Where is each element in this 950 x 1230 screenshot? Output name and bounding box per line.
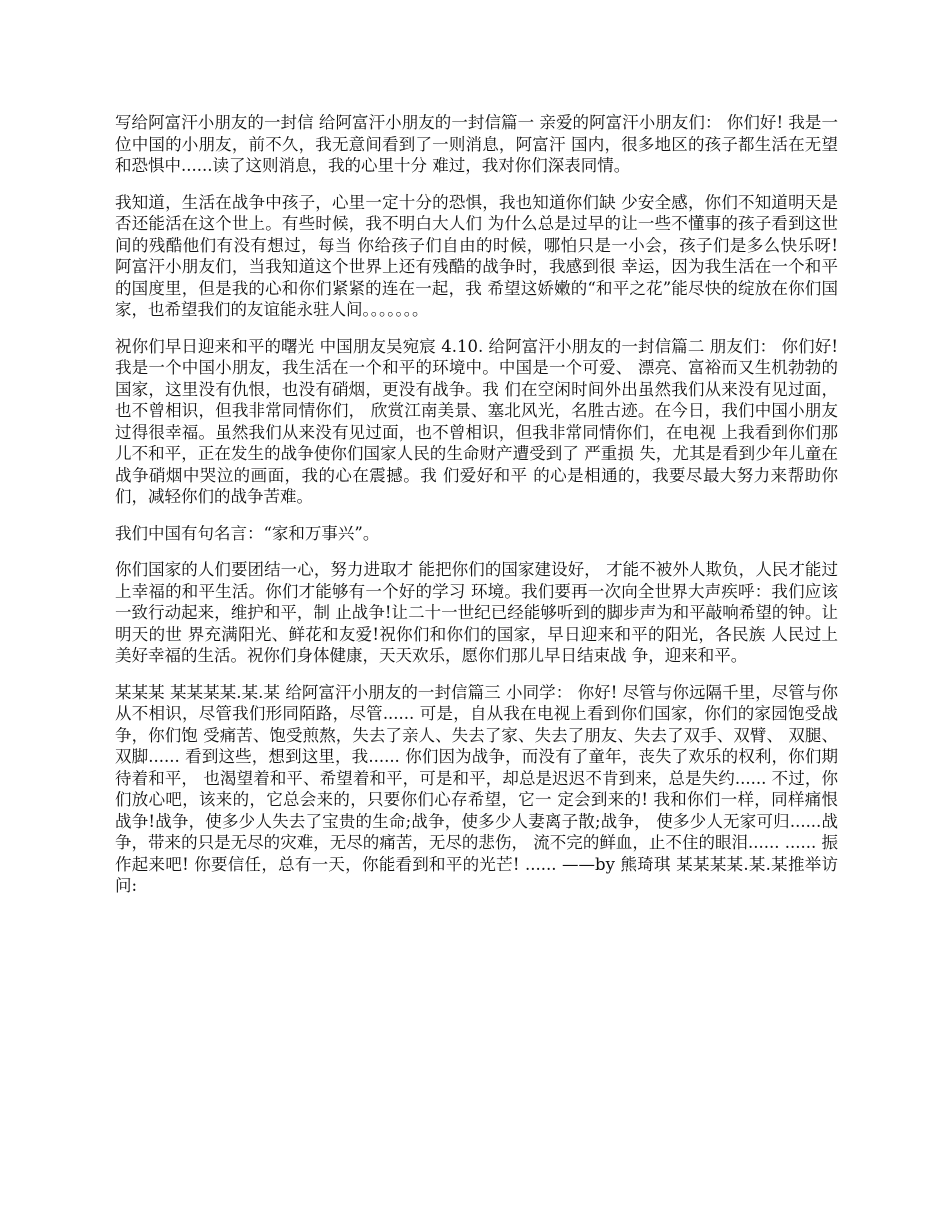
paragraph-4: 我们中国有句名言：“家和万事兴”。 xyxy=(115,523,380,543)
paragraph-5: 你们国家的人们要团结一心，努力进取才 能把你们的国家建设好， 才能不被外人欺负，人民才能过上幸福的和平生活。你们才能够有一个好的学习 环境。我们要再一次向全世界大声疾呼：我们应该一致行动起来，维护和平，制 止战争!让二十一世纪已经能够听到的脚步声为和平敲响希望的钟。让明天的世 界充满阳光、鲜花和友爱!祝你们和你们的国家，早日迎来和平的阳光，各民族 人民过上美好幸福的生活。祝你们身体健康，天天欢乐，愿你们那儿早日结束战 争，迎来和平。 xyxy=(115,560,838,665)
paragraph-2: 我知道，生活在战争中孩子，心里一定十分的恐惧，我也知道你们缺 少安全感，你们不知道明天是否还能活在这个世上。有些时候，我不明白大人们 为什么总是过早的让一些不懂事的孩子看到这世间的残酷他们有没有想过，每当 你给孩子们自由的时候，哪怕只是一小会，孩子们是多么快乐呀! 阿富汗小朋友们，当我知道这个世界上还有残酷的战争时，我感到很 幸运，因为我生活在一个和平的国度里，但是我的心和你们紧紧的连在一起，我 希望这娇嫩的“和平之花”能尽快的绽放在你们国家，也希望我们的友谊能永驻人间。。。。。。。 xyxy=(115,192,838,319)
paragraph-3: 祝你们早日迎来和平的曙光 中国朋友吴宛宸 4.10. 给阿富汗小朋友的一封信篇二 朋友们： 你们好! 我是一个中国小朋友，我生活在一个和平的环境中。中国是一个可爱、 漂亮、富裕而又生机勃勃的国家，这里没有仇恨，也没有硝烟，更没有战争。我 们在空闲时间外出虽然我们从来没有见过面，也不曾相识，但我非常同情你们， 欣赏江南美景、塞北风光，名胜古迹。在今日，我们中国小朋友过得很幸福。虽然我们从来没有见过面，也不曾相识，但我非常同情你们，在电视 上我看到你们那儿不和平，正在发生的战争使你们国家人民的生命财产遭受到了 严重损 失，尤其是看到少年儿童在战争硝烟中哭泣的画面，我的心在震撼。我 们爱好和平 的心是相通的，我要尽最大努力来帮助你们，减轻你们的战争苦难。 xyxy=(115,336,838,506)
paragraph-1: 写给阿富汗小朋友的一封信 给阿富汗小朋友的一封信篇一 亲爱的阿富汗小朋友们： 你们好! 我是一位中国的小朋友，前不久，我无意间看到了一则消息，阿富汗 国内，很多地区的孩子都生活在无望和恐惧中......读了这则消息，我的心里十分 难过，我对你们深表同情。 xyxy=(115,113,838,175)
paragraph-6: 某某某 某某某某.某.某 给阿富汗小朋友的一封信篇三 小同学： 你好! 尽管与你远隔千里，尽管与你从不相识，尽管我们形同陌路，尽管...... 可是，自从我在电视上看到你们国家，你们的家园饱受战争，你们饱 受痛苦、饱受煎熬，失去了亲人、失去了家、失去了朋友、失去了双手、双臂、 双腿、双脚...... 看到这些，想到这里，我...... 你们因为战争，而没有了童年，丧失了欢乐的权利，你们期待着和平， 也渴望着和平、希望着和平，可是和平，却总是迟迟不肯到来，总是失约...... 不过，你们放心吧，该来的，它总会来的，只要你们心存希望，它一 定会到来的! 我和你们一样，同样痛恨战争!战争，使多少人失去了宝贵的生命;战争，使多少人妻离子散;战争， 使多少人无家可归......战争，带来的只是无尽的灾难，无尽的痛苦，无尽的悲伤， 流不完的鲜血，止不住的眼泪...... ...... 振作起来吧! 你要信任，总有一天，你能看到和平的光芒! ...... ——by 熊琦琪 某某某某.某.某推举访问: xyxy=(115,682,838,895)
